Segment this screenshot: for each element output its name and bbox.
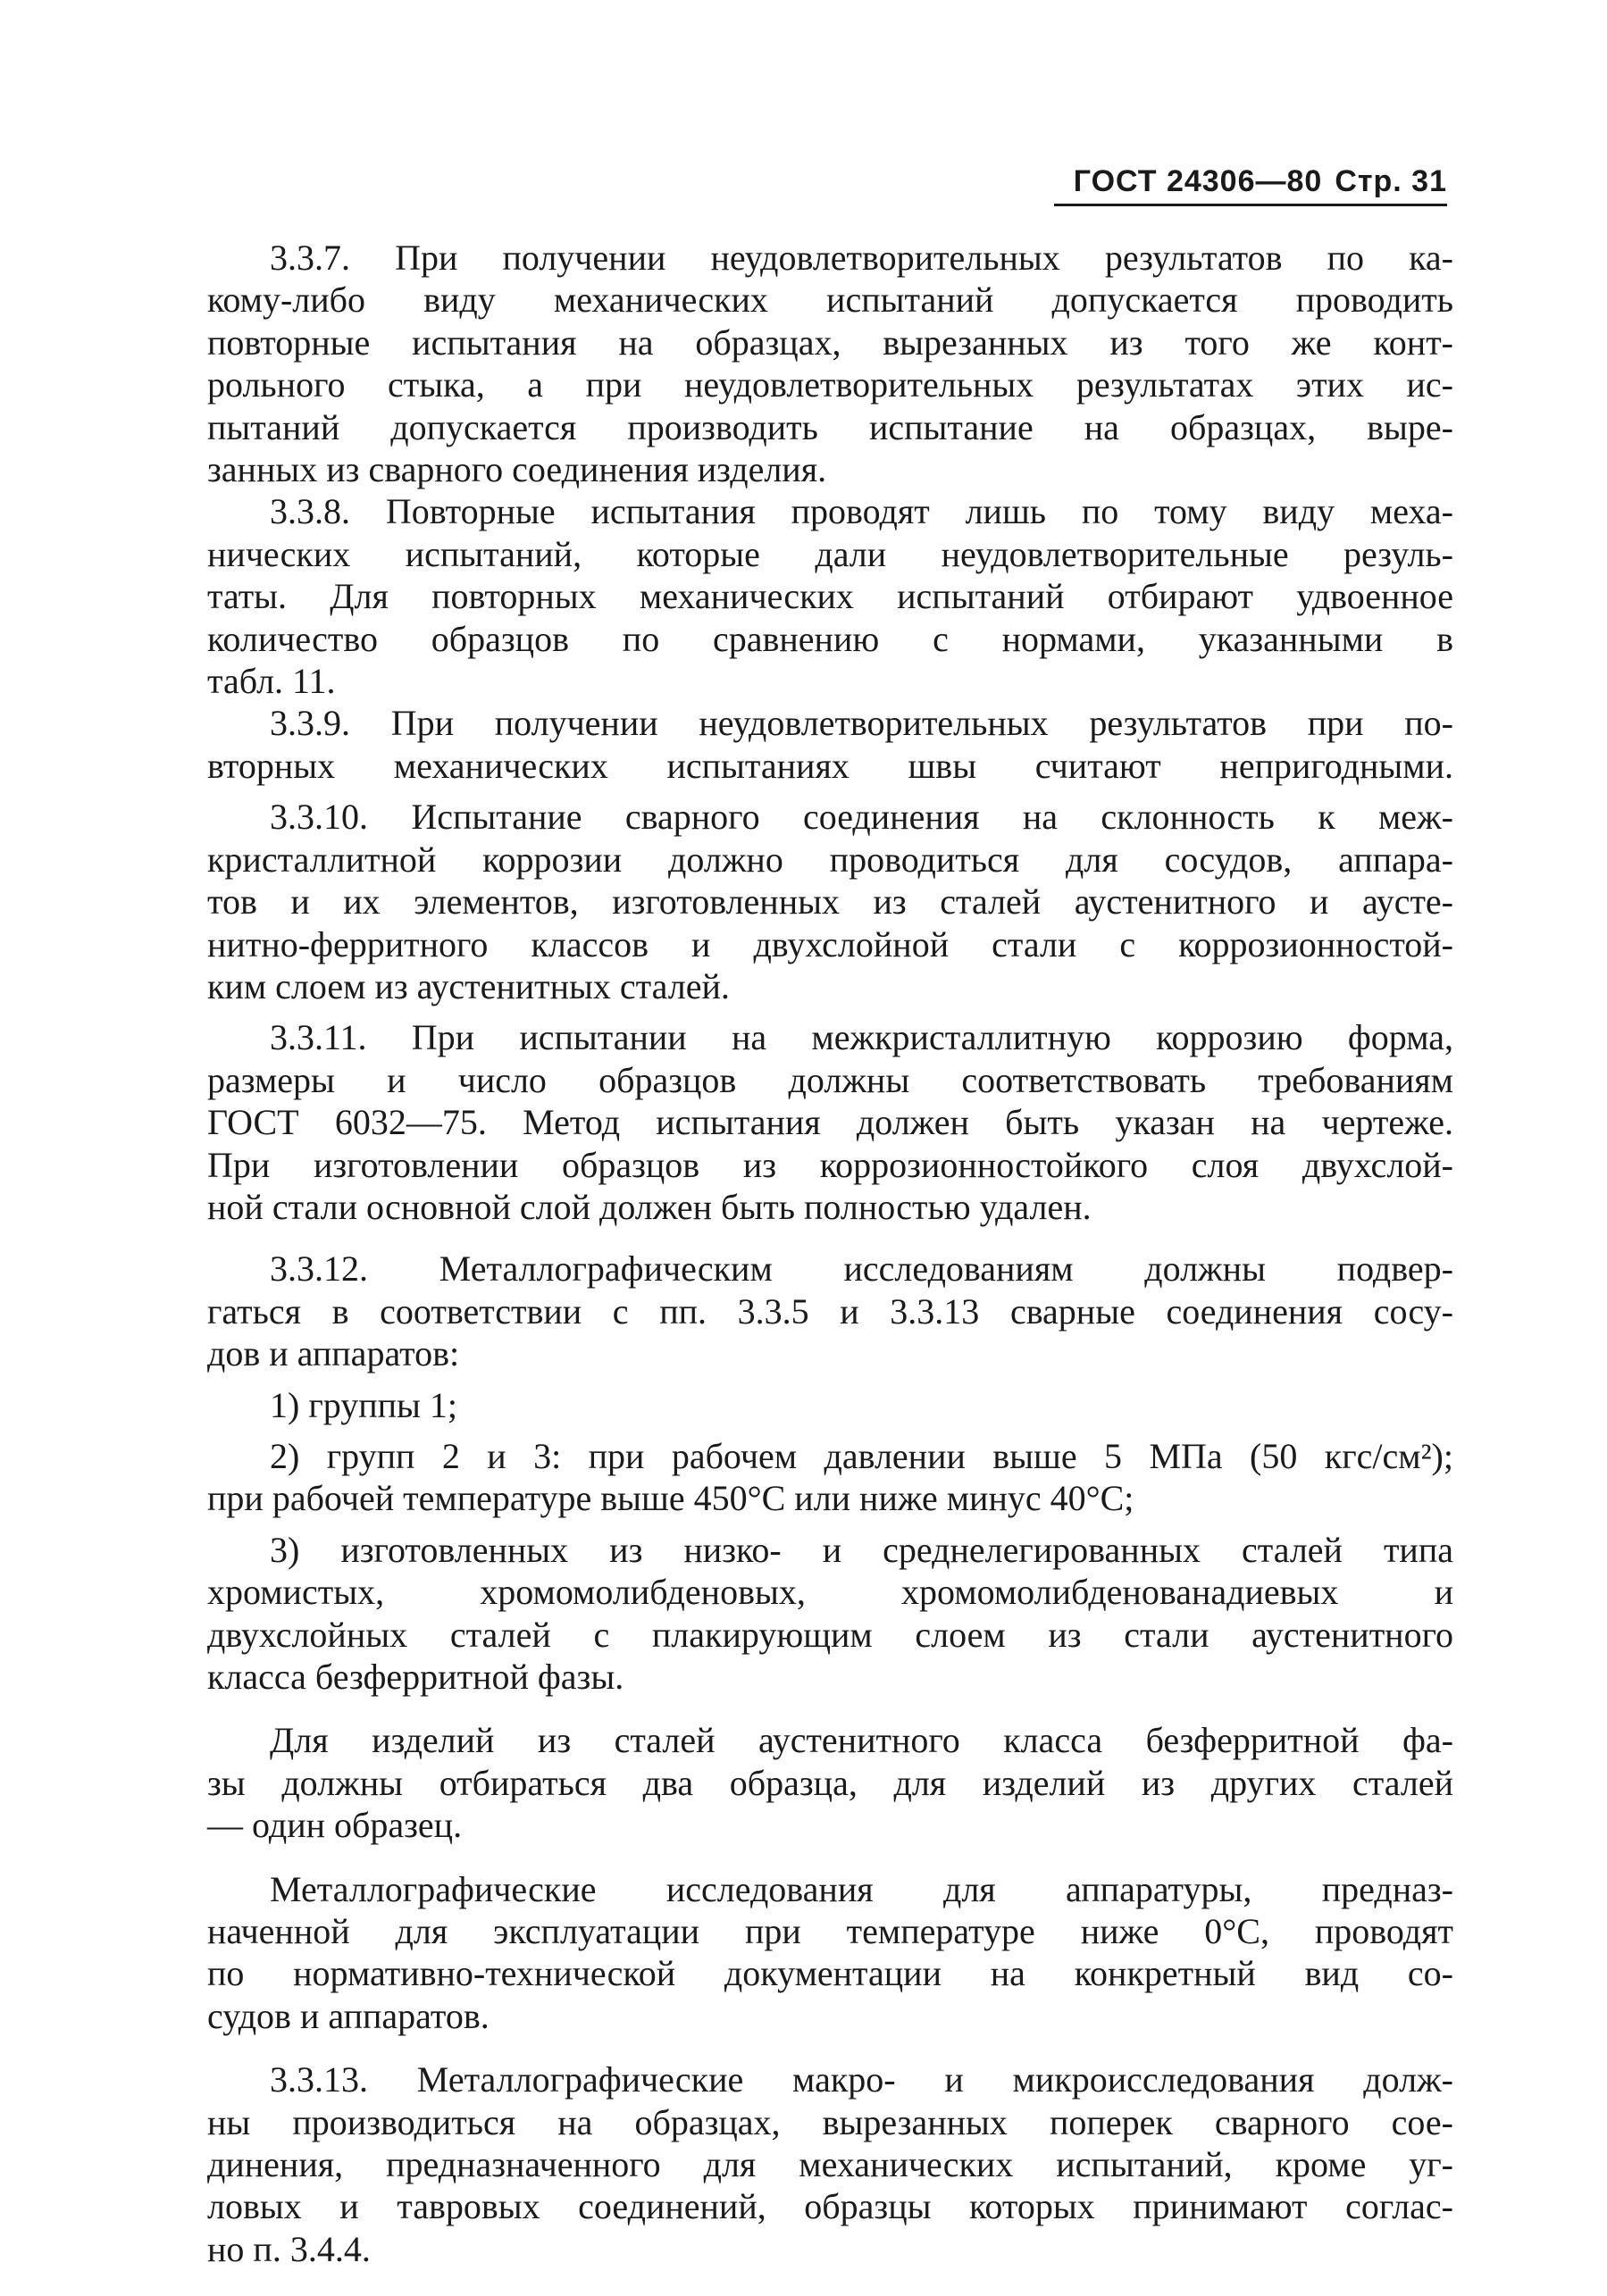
page-number: Стр. 31 — [1335, 164, 1447, 198]
text-line: динения, предназначенного для механических испытаний, кроме уг- — [207, 2144, 1453, 2185]
clause-3-3-8 — [207, 490, 1453, 702]
text-line: 1) группы 1; — [270, 1384, 457, 1425]
document-body — [207, 237, 1453, 2270]
text-line: наченной для эксплуатации при температуре ниже 0°С, проводят — [207, 1911, 1453, 1952]
text-line: ловых и тавровых соединений, образцы которых принимают соглас- — [207, 2186, 1453, 2227]
text-line: Металлографические исследования для аппаратуры, предназ- — [270, 1868, 1453, 1909]
standard-number: ГОСТ 24306—80 — [1073, 164, 1323, 198]
text-line: — один образец. — [207, 1805, 463, 1846]
list-item-3 — [207, 1529, 1453, 1699]
text-line: кристаллитной коррозии должно проводиться для сосудов, аппара- — [207, 839, 1453, 880]
text-line: 3.3.8. Повторные испытания проводят лишь по тому виду меха- — [270, 491, 1453, 532]
clause-3-3-7 — [207, 237, 1453, 490]
text-line: 3.3.10. Испытание сварного соединения на склонность к меж- — [270, 797, 1453, 838]
text-line: судов и аппаратов. — [207, 1995, 490, 2036]
text-line: Для изделий из сталей аустенитного класса безферритной фа- — [270, 1720, 1453, 1761]
text-line: количество образцов по сравнению с нормами, указанными в — [207, 618, 1453, 659]
text-line: занных из сварного соединения изделия. — [207, 449, 827, 490]
paragraph-low-temperature — [207, 1868, 1453, 2038]
text-line: хромистых, хромомолибденовых, хромомолибденованадиевых и — [207, 1572, 1453, 1613]
text-line: по нормативно-технической документации на конкретный вид со- — [207, 1953, 1453, 1994]
list-item-1 — [207, 1384, 1453, 1426]
text-line: при рабочей температуре выше 450°С или ниже минус 40°С; — [207, 1478, 1134, 1519]
text-line: таты. Для повторных механических испытаний отбирают удвоенное — [207, 576, 1453, 617]
clause-3-3-13 — [207, 2058, 1453, 2270]
text-line: ким слоем из аустенитных сталей. — [207, 965, 730, 1006]
text-line: зы должны отбираться два образца, для изделий из других сталей — [207, 1762, 1453, 1803]
clause-3-3-10 — [207, 796, 1453, 1007]
text-line: нических испытаний, которые дали неудовлетворительные резуль- — [207, 533, 1453, 574]
text-line: но п. 3.4.4. — [207, 2228, 371, 2269]
text-line: При изготовлении образцов из коррозионностойкого слоя двухслой- — [207, 1144, 1453, 1185]
text-line: двухслойных сталей с плакирующим слоем из стали аустенитного — [207, 1614, 1453, 1655]
text-line: повторные испытания на образцах, вырезанных из того же конт- — [207, 321, 1453, 363]
text-line: дов и аппаратов: — [207, 1333, 460, 1374]
text-line: ны производиться на образцах, вырезанных поперек сварного сое- — [207, 2101, 1453, 2142]
text-line: размеры и число образцов должны соответствовать требованиям — [207, 1059, 1453, 1100]
page-header — [1054, 159, 1447, 206]
clause-3-3-9 — [207, 702, 1453, 787]
text-line: ГОСТ 6032—75. Метод испытания должен быть указан на чертеже. — [207, 1102, 1453, 1143]
text-line: вторных механических испытаниях швы считают непригодными. — [207, 745, 1453, 786]
text-line: 3.3.12. Металлографическим исследованиям должны подвер- — [270, 1248, 1453, 1290]
text-line: 3.3.9. При получении неудовлетворительных результатов при по- — [270, 703, 1453, 744]
text-line: нитно-ферритного классов и двухслойной стали с коррозионностой- — [207, 923, 1453, 964]
text-line: ной стали основной слой должен быть полностью удален. — [207, 1186, 1092, 1227]
text-line: 2) групп 2 и 3: при рабочем давлении выше 5 МПа (50 кгс/см²); — [270, 1435, 1453, 1476]
text-line: гаться в соответствии с пп. 3.3.5 и 3.3.13 сварные соединения сосу- — [207, 1290, 1453, 1332]
text-line: пытаний допускается производить испытание на образцах, выре- — [207, 406, 1453, 447]
clause-3-3-11 — [207, 1016, 1453, 1228]
text-line: табл. 11. — [207, 661, 336, 702]
text-line: 3.3.13. Металлографические макро- и микроисследования долж- — [270, 2059, 1453, 2100]
paragraph-samples — [207, 1719, 1453, 1846]
clause-3-3-12 — [207, 1248, 1453, 1374]
text-line: кому-либо виду механических испытаний допускается проводить — [207, 280, 1453, 321]
text-line: 3.3.7. При получении неудовлетворительных результатов по ка- — [270, 238, 1453, 278]
text-line: класса безферритной фазы. — [207, 1657, 624, 1697]
text-line: тов и их элементов, изготовленных из сталей аустенитного и аусте- — [207, 881, 1453, 923]
list-item-2 — [207, 1435, 1453, 1520]
text-line: рольного стыка, а при неудовлетворительных результатах этих ис- — [207, 364, 1453, 405]
text-line: 3.3.11. При испытании на межкристаллитную коррозию форма, — [270, 1017, 1453, 1058]
text-line: 3) изготовленных из низко- и среднелегированных сталей типа — [270, 1529, 1453, 1570]
